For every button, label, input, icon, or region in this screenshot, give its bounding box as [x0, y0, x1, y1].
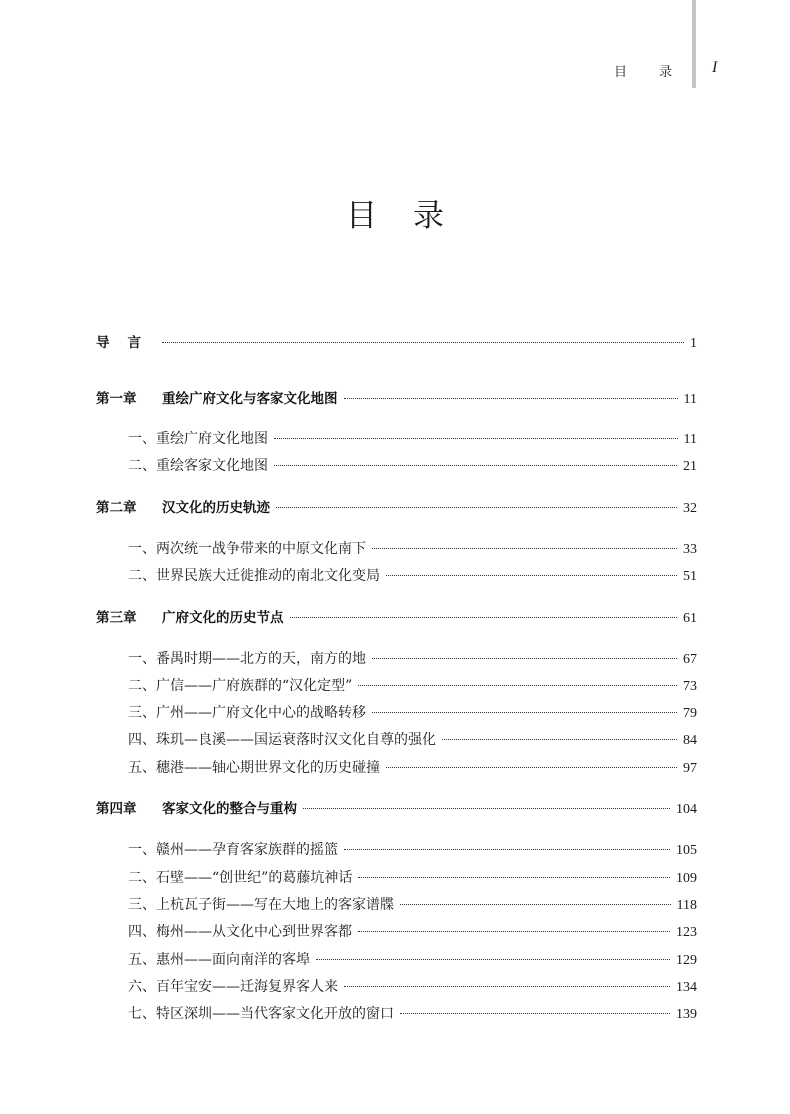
toc-chapter-3[interactable]	[96, 607, 697, 629]
toc-page-number: 97	[683, 761, 697, 776]
toc-section[interactable]	[128, 702, 697, 724]
running-header-page-number: I	[712, 59, 718, 76]
toc-section[interactable]	[128, 729, 697, 751]
section-title: 四、梅州——从文化中心到世界客都	[128, 924, 352, 940]
toc-page-number: 134	[676, 980, 697, 995]
toc-section[interactable]	[128, 565, 697, 587]
toc-chapter-2[interactable]	[96, 497, 697, 519]
toc-section[interactable]	[128, 839, 697, 861]
toc-page-number: 118	[676, 898, 697, 913]
toc-page-number: 11	[683, 392, 697, 407]
section-title: 三、上杭瓦子街——写在大地上的客家谱牒	[128, 897, 394, 913]
toc-page-number: 129	[676, 953, 697, 968]
dot-leader	[344, 397, 678, 399]
dot-leader	[162, 341, 684, 343]
dot-leader	[358, 876, 670, 878]
section-title: 六、百年宝安——迁海复界客人来	[128, 979, 338, 995]
dot-leader	[442, 738, 677, 740]
section-title: 二、世界民族大迁徙推动的南北文化变局	[128, 568, 380, 584]
section-title: 一、重绘广府文化地图	[128, 431, 268, 447]
toc-section[interactable]	[128, 949, 697, 971]
chapter-title: 汉文化的历史轨迹	[162, 500, 270, 516]
dot-leader	[344, 848, 670, 850]
toc-section[interactable]	[128, 648, 697, 670]
toc-entry-intro[interactable]	[96, 332, 697, 354]
dot-leader	[358, 684, 677, 686]
running-header-label: 目 录	[614, 65, 687, 80]
dot-leader	[274, 464, 677, 466]
section-title: 一、番禺时期——北方的天，南方的地	[128, 651, 366, 667]
toc-page-number: 139	[676, 1007, 697, 1022]
section-title: 三、广州——广府文化中心的战略转移	[128, 705, 366, 721]
toc-section[interactable]	[128, 538, 697, 560]
section-title: 二、石壁——“创世纪”的葛藤坑神话	[128, 870, 353, 886]
dot-leader	[400, 903, 671, 905]
page-title: 目录	[346, 198, 480, 234]
toc-section[interactable]	[128, 675, 697, 697]
toc-section[interactable]	[128, 894, 697, 916]
toc-page-number: 84	[683, 733, 697, 748]
toc-page-number: 104	[676, 802, 697, 817]
dot-leader	[303, 807, 670, 809]
toc-page-number: 21	[683, 459, 697, 474]
dot-leader	[290, 616, 678, 618]
toc-section[interactable]	[128, 867, 697, 889]
chapter-title: 客家文化的整合与重构	[162, 801, 297, 817]
toc-section[interactable]	[128, 757, 697, 779]
section-title: 七、特区深圳——当代客家文化开放的窗口	[128, 1006, 394, 1022]
toc-page-number: 51	[683, 569, 697, 584]
section-title: 二、广信——广府族群的“汉化定型”	[128, 678, 353, 694]
toc-page-number: 73	[683, 679, 697, 694]
dot-leader	[344, 985, 670, 987]
section-title: 五、惠州——面向南洋的客埠	[128, 952, 310, 968]
dot-leader	[316, 958, 670, 960]
dot-leader	[276, 506, 677, 508]
chapter-title: 广府文化的历史节点	[162, 610, 284, 626]
section-title: 一、两次统一战争带来的中原文化南下	[128, 541, 366, 557]
toc-chapter-4[interactable]	[96, 798, 697, 820]
toc-page-number: 79	[683, 706, 697, 721]
chapter-number: 第四章	[96, 801, 137, 817]
section-title: 二、重绘客家文化地图	[128, 458, 268, 474]
toc-page-number: 109	[676, 871, 697, 886]
dot-leader	[372, 711, 677, 713]
chapter-number: 第三章	[96, 610, 137, 626]
section-title: 四、珠玑—良溪——国运衰落时汉文化自尊的强化	[128, 732, 436, 748]
dot-leader	[386, 766, 677, 768]
toc-page-number: 11	[683, 432, 697, 447]
toc-page-number: 61	[683, 611, 697, 626]
section-title: 五、穗港——轴心期世界文化的历史碰撞	[128, 760, 380, 776]
dot-leader	[400, 1012, 670, 1014]
toc-page-number: 1	[690, 336, 697, 351]
toc-section[interactable]	[128, 455, 697, 477]
dot-leader	[386, 574, 677, 576]
toc-page-number: 33	[683, 542, 697, 557]
toc-page-number: 105	[676, 843, 697, 858]
toc-page-number: 67	[683, 652, 697, 667]
toc-section[interactable]	[128, 976, 697, 998]
dot-leader	[372, 657, 677, 659]
toc-section[interactable]	[128, 1003, 697, 1025]
toc-entry-label: 导言	[96, 335, 159, 351]
chapter-number: 第一章	[96, 391, 137, 407]
dot-leader	[274, 437, 678, 439]
toc-section[interactable]	[128, 428, 697, 450]
chapter-title: 重绘广府文化与客家文化地图	[162, 391, 338, 407]
toc-page-number: 123	[676, 925, 697, 940]
chapter-number: 第二章	[96, 500, 137, 516]
toc-section[interactable]	[128, 921, 697, 943]
toc-page-number: 32	[683, 501, 697, 516]
dot-leader	[358, 930, 670, 932]
toc-chapter-1[interactable]	[96, 388, 697, 410]
section-title: 一、赣州——孕育客家族群的摇篮	[128, 842, 338, 858]
dot-leader	[372, 547, 677, 549]
